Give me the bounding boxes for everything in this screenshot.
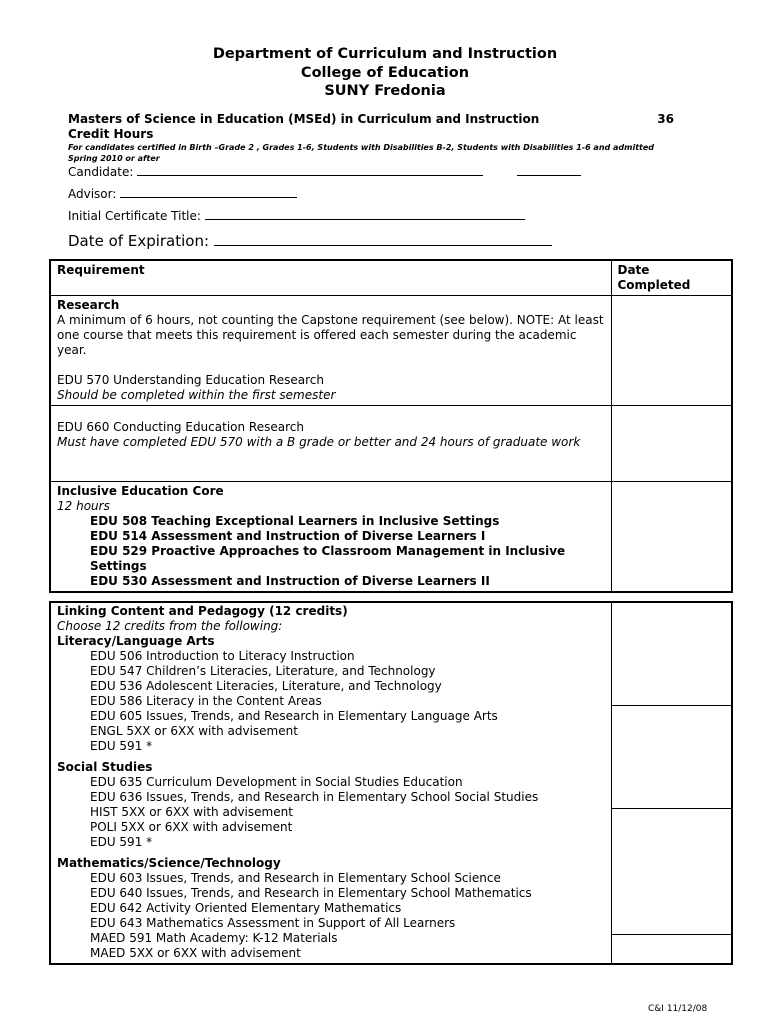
university-title: SUNY Fredonia	[324, 83, 446, 99]
group-math-science-title: Mathematics/Science/Technology	[57, 856, 281, 870]
course-edu529: EDU 529 Proactive Approaches to Classroom Management in Inclusive Settings	[90, 544, 566, 573]
date-slot-literacy[interactable]	[612, 603, 732, 706]
table-header-row	[50, 260, 732, 296]
course-edu508: EDU 508 Teaching Exceptional Learners in Inclusive Settings	[90, 514, 500, 528]
candidate-field[interactable]	[68, 165, 581, 179]
research-cell	[50, 296, 611, 406]
date-slot-extra[interactable]	[612, 935, 732, 963]
date-completed-cell[interactable]	[611, 296, 732, 406]
research-heading: Research	[57, 298, 120, 312]
list-item: EDU 640 Issues, Trends, and Research in Elementary School Mathematics	[90, 886, 532, 900]
expiration-line[interactable]	[214, 232, 552, 246]
expiration-label: Date of Expiration:	[68, 232, 210, 250]
course-edu530: EDU 530 Assessment and Instruction of Diverse Learners II	[90, 574, 490, 588]
certificate-label: Initial Certificate Title:	[68, 209, 201, 223]
list-item: MAED 591 Math Academy: K-12 Materials	[90, 931, 338, 945]
date-slot-math-science[interactable]	[612, 809, 732, 935]
date-completed-stack	[612, 603, 732, 963]
candidate-line[interactable]	[137, 165, 483, 176]
advisor-label: Advisor:	[68, 187, 117, 201]
date-completed-cell[interactable]	[611, 406, 732, 482]
advisor-field[interactable]	[68, 187, 297, 201]
course-edu570: EDU 570 Understanding Education Research	[57, 373, 324, 387]
department-title: Department of Curriculum and Instruction	[212, 46, 558, 62]
credit-hours-label: Credit Hours	[68, 127, 154, 141]
candidate-id-line[interactable]	[517, 165, 581, 176]
choose-note: Choose 12 credits from the following:	[57, 619, 283, 633]
footer-date: C&I 11/12/08	[648, 1004, 708, 1014]
list-item: EDU 603 Issues, Trends, and Research in Elementary School Science	[90, 871, 501, 885]
core-cell	[50, 482, 611, 593]
content-pedagogy-table	[49, 601, 733, 965]
list-item: EDU 642 Activity Oriented Elementary Mathematics	[90, 901, 402, 915]
core-heading: Inclusive Education Core	[57, 484, 224, 498]
list-item: EDU 636 Issues, Trends, and Research in Elementary School Social Studies	[90, 790, 539, 804]
date-completed-cell[interactable]	[611, 602, 732, 964]
date-completed-column-header: Date Completed	[611, 260, 732, 296]
list-item: EDU 635 Curriculum Development in Social Studies Education	[90, 775, 463, 789]
content-pedagogy-heading: Linking Content and Pedagogy (12 credits)	[57, 604, 348, 618]
table-row	[50, 406, 732, 482]
program-title: Masters of Science in Education (MSEd) in Curriculum and Instruction	[68, 112, 540, 126]
research-description: A minimum of 6 hours, not counting the Capstone requirement (see below). NOTE: At least one course that meets this requirement is offered each semester during the academic year.	[57, 313, 604, 357]
list-item: EDU 586 Literacy in the Content Areas	[90, 694, 322, 708]
credit-hours-value: 36	[657, 112, 674, 126]
date-completed-cell[interactable]	[611, 482, 732, 593]
course-edu660-note: Must have completed EDU 570 with a B grade or better and 24 hours of graduate work	[57, 435, 581, 449]
table-row	[50, 602, 732, 964]
college-title: College of Education	[300, 65, 470, 81]
table-row	[50, 296, 732, 406]
content-pedagogy-cell	[50, 602, 611, 964]
list-item: EDU 605 Issues, Trends, and Research in Elementary Language Arts	[90, 709, 498, 723]
list-item: EDU 591 *	[90, 835, 153, 849]
certificate-field[interactable]	[68, 209, 525, 223]
research-cell-2	[50, 406, 611, 482]
core-hours: 12 hours	[57, 499, 110, 513]
list-item: EDU 506 Introduction to Literacy Instruction	[90, 649, 355, 663]
date-slot-social-studies[interactable]	[612, 706, 732, 809]
group-social-studies-title: Social Studies	[57, 760, 153, 774]
group-literacy-title: Literacy/Language Arts	[57, 634, 215, 648]
requirement-column-header: Requirement	[50, 260, 611, 296]
list-item: EDU 547 Children’s Literacies, Literature, and Technology	[90, 664, 436, 678]
requirements-table	[49, 259, 733, 593]
course-edu660: EDU 660 Conducting Education Research	[57, 420, 304, 434]
list-item: ENGL 5XX or 6XX with advisement	[90, 724, 298, 738]
list-item: EDU 536 Adolescent Literacies, Literature, and Technology	[90, 679, 442, 693]
list-item: MAED 5XX or 6XX with advisement	[90, 946, 301, 960]
expiration-field[interactable]	[68, 232, 552, 250]
certificate-line[interactable]	[205, 209, 525, 220]
course-edu514: EDU 514 Assessment and Instruction of Diverse Learners I	[90, 529, 486, 543]
table-row	[50, 482, 732, 593]
list-item: EDU 591 *	[90, 739, 153, 753]
candidate-label: Candidate:	[68, 165, 134, 179]
list-item: EDU 643 Mathematics Assessment in Support of All Learners	[90, 916, 456, 930]
list-item: POLI 5XX or 6XX with advisement	[90, 820, 293, 834]
program-heading	[68, 112, 678, 142]
advisor-line[interactable]	[120, 187, 297, 198]
program-note: For candidates certified in Birth –Grade 2 , Grades 1-6, Students with Disabilities B-2, Students with Disabilities 1-6 and admitted Spring 2010 or after	[68, 143, 655, 163]
course-edu570-note: Should be completed within the first semester	[57, 388, 336, 402]
list-item: HIST 5XX or 6XX with advisement	[90, 805, 293, 819]
